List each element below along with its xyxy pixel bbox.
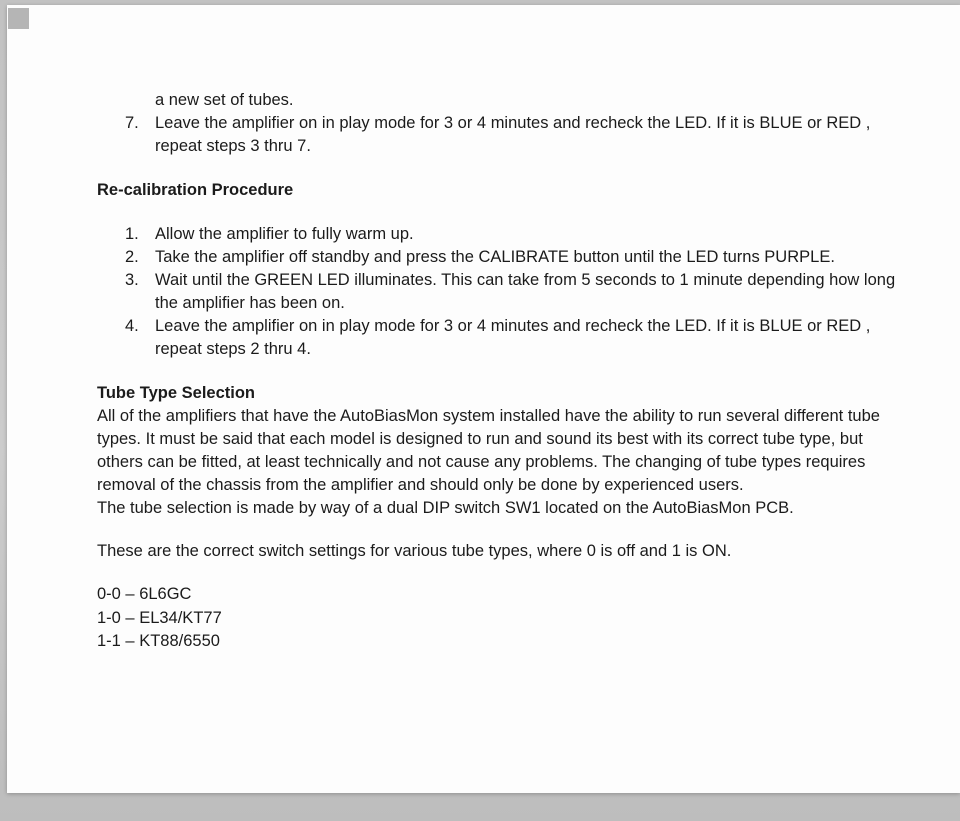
list-item xyxy=(97,269,902,315)
list-number: 1. xyxy=(125,225,139,243)
list-number: 2. xyxy=(125,248,139,266)
document-page xyxy=(7,5,960,793)
list-item-7 xyxy=(97,112,902,158)
list-item-continuation: a new set of tubes. xyxy=(155,91,294,109)
switch-setting-6l6gc: 0-0 – 6L6GC xyxy=(97,585,192,603)
switch-setting-kt88-6550: 1-1 – KT88/6550 xyxy=(97,632,220,650)
paragraph-tube-type-body: All of the amplifiers that have the AutoBiasMon system installed have the ability to run several different tube types. It must be said that each model is designed to run and sound its best with its correct tube type, but others can be fitted, at least technically and not cause any problems. The changing of tube types requires removal of the chassis from the amplifier and should only be done by experienced users. xyxy=(97,407,880,494)
heading-recalibration-procedure: Re-calibration Procedure xyxy=(97,181,294,199)
paragraph-tube-selection-dip: The tube selection is made by way of a dual DIP switch SW1 located on the AutoBiasMon PCB. xyxy=(97,499,794,517)
list-item xyxy=(97,315,902,361)
list-text: Allow the amplifier to fully warm up. xyxy=(155,225,414,243)
paragraph-switch-settings-intro: These are the correct switch settings for various tube types, where 0 is off and 1 is ON. xyxy=(97,542,732,560)
heading-tube-type-selection: Tube Type Selection xyxy=(97,384,255,402)
switch-settings-list xyxy=(97,583,902,654)
list-number: 3. xyxy=(125,271,139,289)
list-item xyxy=(97,246,902,269)
list-number: 4. xyxy=(125,317,139,335)
list-text: Take the amplifier off standby and press the CALIBRATE button until the LED turns PURPLE. xyxy=(155,248,835,266)
list-number: 7. xyxy=(125,114,139,132)
page-corner-shadow xyxy=(8,8,29,29)
list-text: Wait until the GREEN LED illuminates. This can take from 5 seconds to 1 minute depending how long the amplifier has been on. xyxy=(155,271,896,312)
list-item xyxy=(97,223,902,246)
recalibration-steps xyxy=(97,223,902,361)
document-content xyxy=(97,89,902,654)
list-text: Leave the amplifier on in play mode for 3 or 4 minutes and recheck the LED. If it is BLUE or RED , repeat steps 2 thru 4. xyxy=(155,317,871,358)
list-text: Leave the amplifier on in play mode for 3 or 4 minutes and recheck the LED. If it is BLUE or RED , repeat steps 3 thru 7. xyxy=(155,114,871,155)
switch-setting-el34-kt77: 1-0 – EL34/KT77 xyxy=(97,608,222,627)
